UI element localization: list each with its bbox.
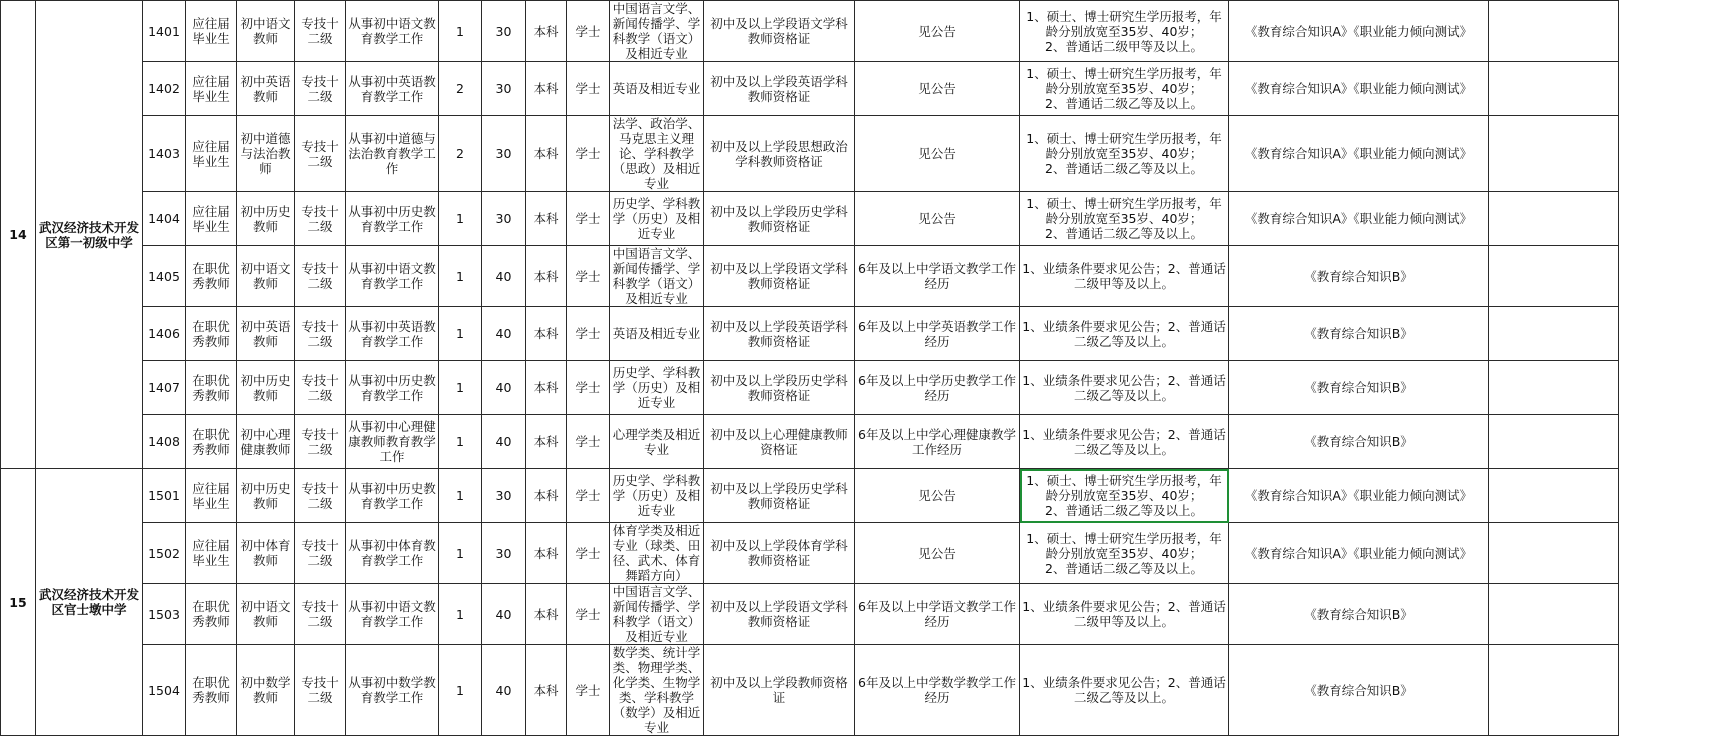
age-limit-cell[interactable]: 30 (482, 469, 526, 523)
table-body (1, 1, 1681, 736)
blank-cell[interactable] (1489, 645, 1619, 736)
sequence-cell[interactable]: 14 (1, 1, 36, 469)
table-row (1, 116, 1681, 192)
experience-cell[interactable]: 6年及以上中学语文教学工作经历 (855, 584, 1020, 645)
exam-subject-cell[interactable]: 《教育综合知识B》 (1229, 361, 1489, 415)
post-name-cell[interactable]: 初中语文教师 (237, 584, 295, 645)
blank-cell[interactable] (1489, 192, 1619, 246)
post-name-cell[interactable]: 初中历史教师 (237, 361, 295, 415)
education-cell[interactable]: 本科 (526, 584, 567, 645)
education-cell[interactable]: 本科 (526, 361, 567, 415)
experience-cell[interactable]: 见公告 (855, 116, 1020, 192)
blank-cell[interactable] (1489, 584, 1619, 645)
post-level-cell[interactable]: 专技十二级 (295, 523, 346, 584)
applicant-type-cell[interactable]: 应往届毕业生 (186, 192, 237, 246)
age-limit-cell[interactable]: 30 (482, 523, 526, 584)
blank-cell[interactable] (1489, 523, 1619, 584)
post-name-cell[interactable]: 初中历史教师 (237, 192, 295, 246)
major-cell[interactable]: 数学类、统计学类、物理学类、化学类、生物学类、学科教学（数学）及相近专业 (610, 645, 704, 736)
table-row (1, 523, 1681, 584)
applicant-type-cell[interactable]: 应往届毕业生 (186, 469, 237, 523)
certificate-cell[interactable]: 初中及以上学段历史学科教师资格证 (704, 469, 855, 523)
exam-subject-cell[interactable]: 《教育综合知识B》 (1229, 307, 1489, 361)
post-level-cell[interactable]: 专技十二级 (295, 307, 346, 361)
blank-cell[interactable] (1489, 415, 1619, 469)
degree-cell[interactable]: 学士 (567, 415, 610, 469)
degree-cell[interactable]: 学士 (567, 246, 610, 307)
headcount-cell[interactable]: 1 (439, 192, 482, 246)
experience-cell[interactable]: 见公告 (855, 523, 1020, 584)
post-level-cell[interactable]: 专技十二级 (295, 415, 346, 469)
experience-cell[interactable]: 见公告 (855, 192, 1020, 246)
age-limit-cell[interactable]: 40 (482, 361, 526, 415)
education-cell[interactable]: 本科 (526, 246, 567, 307)
age-limit-cell[interactable]: 40 (482, 415, 526, 469)
degree-cell[interactable]: 学士 (567, 645, 610, 736)
applicant-type-cell[interactable]: 在职优秀教师 (186, 361, 237, 415)
blank-cell[interactable] (1489, 116, 1619, 192)
education-cell[interactable]: 本科 (526, 415, 567, 469)
requirements-cell[interactable]: 1、业绩条件要求见公告；2、普通话二级乙等及以上。 (1020, 307, 1229, 361)
post-code-cell[interactable]: 1405 (143, 246, 186, 307)
degree-cell[interactable]: 学士 (567, 307, 610, 361)
requirements-cell[interactable]: 1、硕士、博士研究生学历报考，年龄分别放宽至35岁、40岁； 2、普通话二级乙等及以上。 (1020, 469, 1229, 523)
experience-cell[interactable]: 6年及以上中学数学教学工作经历 (855, 645, 1020, 736)
table-row (1, 361, 1681, 415)
major-cell[interactable]: 英语及相近专业 (610, 307, 704, 361)
degree-cell[interactable]: 学士 (567, 192, 610, 246)
experience-cell[interactable]: 见公告 (855, 62, 1020, 116)
education-cell[interactable]: 本科 (526, 307, 567, 361)
requirements-cell[interactable]: 1、业绩条件要求见公告；2、普通话二级甲等及以上。 (1020, 584, 1229, 645)
table-row (1, 62, 1681, 116)
exam-subject-cell[interactable]: 《教育综合知识B》 (1229, 246, 1489, 307)
duty-cell[interactable]: 从事初中英语教育教学工作 (346, 307, 439, 361)
exam-subject-cell[interactable]: 《教育综合知识B》 (1229, 415, 1489, 469)
major-cell[interactable]: 历史学、学科教学（历史）及相近专业 (610, 469, 704, 523)
education-cell[interactable]: 本科 (526, 192, 567, 246)
certificate-cell[interactable]: 初中及以上学段思想政治学科教师资格证 (704, 116, 855, 192)
table-row (1, 469, 1681, 523)
requirements-cell[interactable]: 1、硕士、博士研究生学历报考，年龄分别放宽至35岁、40岁； 2、普通话二级甲等及以上。 (1020, 1, 1229, 62)
blank-cell[interactable] (1489, 469, 1619, 523)
major-cell[interactable]: 历史学、学科教学（历史）及相近专业 (610, 361, 704, 415)
major-cell[interactable]: 体育学类及相近专业（球类、田径、武术、体育舞蹈方向） (610, 523, 704, 584)
post-name-cell[interactable]: 初中语文教师 (237, 1, 295, 62)
sequence-cell[interactable]: 15 (1, 469, 36, 736)
degree-cell[interactable]: 学士 (567, 469, 610, 523)
table-row (1, 415, 1681, 469)
post-code-cell[interactable]: 1501 (143, 469, 186, 523)
certificate-cell[interactable]: 初中及以上学段语文学科教师资格证 (704, 246, 855, 307)
headcount-cell[interactable]: 1 (439, 246, 482, 307)
age-limit-cell[interactable]: 40 (482, 307, 526, 361)
post-code-cell[interactable]: 1404 (143, 192, 186, 246)
certificate-cell[interactable]: 初中及以上学段英语学科教师资格证 (704, 62, 855, 116)
blank-cell[interactable] (1489, 361, 1619, 415)
post-level-cell[interactable]: 专技十二级 (295, 246, 346, 307)
post-name-cell[interactable]: 初中数学教师 (237, 645, 295, 736)
exam-subject-cell[interactable]: 《教育综合知识A》《职业能力倾向测试》 (1229, 116, 1489, 192)
major-cell[interactable]: 中国语言文学、新闻传播学、学科教学（语文）及相近专业 (610, 246, 704, 307)
education-cell[interactable]: 本科 (526, 62, 567, 116)
duty-cell[interactable]: 从事初中语文教育教学工作 (346, 584, 439, 645)
duty-cell[interactable]: 从事初中语文教育教学工作 (346, 246, 439, 307)
duty-cell[interactable]: 从事初中心理健康教师教育教学工作 (346, 415, 439, 469)
post-level-cell[interactable]: 专技十二级 (295, 116, 346, 192)
requirements-cell[interactable]: 1、业绩条件要求见公告；2、普通话二级乙等及以上。 (1020, 415, 1229, 469)
post-level-cell[interactable]: 专技十二级 (295, 62, 346, 116)
major-cell[interactable]: 英语及相近专业 (610, 62, 704, 116)
post-code-cell[interactable]: 1408 (143, 415, 186, 469)
headcount-cell[interactable]: 1 (439, 1, 482, 62)
certificate-cell[interactable]: 初中及以上学段语文学科教师资格证 (704, 1, 855, 62)
applicant-type-cell[interactable]: 应往届毕业生 (186, 1, 237, 62)
table-row (1, 645, 1681, 736)
blank-cell[interactable] (1489, 246, 1619, 307)
exam-subject-cell[interactable]: 《教育综合知识A》《职业能力倾向测试》 (1229, 62, 1489, 116)
applicant-type-cell[interactable]: 应往届毕业生 (186, 523, 237, 584)
table-row (1, 1, 1681, 62)
headcount-cell[interactable]: 1 (439, 361, 482, 415)
headcount-cell[interactable]: 1 (439, 469, 482, 523)
duty-cell[interactable]: 从事初中历史教育教学工作 (346, 192, 439, 246)
post-code-cell[interactable]: 1407 (143, 361, 186, 415)
requirements-cell[interactable]: 1、业绩条件要求见公告；2、普通话二级甲等及以上。 (1020, 246, 1229, 307)
education-cell[interactable]: 本科 (526, 645, 567, 736)
post-code-cell[interactable]: 1502 (143, 523, 186, 584)
employer-cell[interactable]: 武汉经济技术开发区第一初级中学 (36, 1, 143, 469)
post-name-cell[interactable]: 初中英语教师 (237, 307, 295, 361)
age-limit-cell[interactable]: 40 (482, 645, 526, 736)
blank-cell[interactable] (1489, 1, 1619, 62)
experience-cell[interactable]: 6年及以上中学英语教学工作经历 (855, 307, 1020, 361)
post-level-cell[interactable]: 专技十二级 (295, 361, 346, 415)
applicant-type-cell[interactable]: 在职优秀教师 (186, 645, 237, 736)
post-name-cell[interactable]: 初中体育教师 (237, 523, 295, 584)
certificate-cell[interactable]: 初中及以上学段教师资格证 (704, 645, 855, 736)
headcount-cell[interactable]: 2 (439, 62, 482, 116)
major-cell[interactable]: 法学、政治学、马克思主义理论、学科教学（思政）及相近专业 (610, 116, 704, 192)
post-code-cell[interactable]: 1503 (143, 584, 186, 645)
exam-subject-cell[interactable]: 《教育综合知识B》 (1229, 645, 1489, 736)
applicant-type-cell[interactable]: 应往届毕业生 (186, 62, 237, 116)
table-row (1, 584, 1681, 645)
post-code-cell[interactable]: 1402 (143, 62, 186, 116)
degree-cell[interactable]: 学士 (567, 523, 610, 584)
education-cell[interactable]: 本科 (526, 469, 567, 523)
post-code-cell[interactable]: 1504 (143, 645, 186, 736)
duty-cell[interactable]: 从事初中历史教育教学工作 (346, 469, 439, 523)
exam-subject-cell[interactable]: 《教育综合知识A》《职业能力倾向测试》 (1229, 192, 1489, 246)
post-name-cell[interactable]: 初中道德与法治教师 (237, 116, 295, 192)
exam-subject-cell[interactable]: 《教育综合知识A》《职业能力倾向测试》 (1229, 1, 1489, 62)
duty-cell[interactable]: 从事初中道德与法治教育教学工作 (346, 116, 439, 192)
major-cell[interactable]: 中国语言文学、新闻传播学、学科教学（语文）及相近专业 (610, 1, 704, 62)
education-cell[interactable]: 本科 (526, 523, 567, 584)
post-name-cell[interactable]: 初中语文教师 (237, 246, 295, 307)
applicant-type-cell[interactable]: 在职优秀教师 (186, 415, 237, 469)
requirements-cell[interactable]: 1、硕士、博士研究生学历报考，年龄分别放宽至35岁、40岁； 2、普通话二级乙等及以上。 (1020, 116, 1229, 192)
major-cell[interactable]: 中国语言文学、新闻传播学、学科教学（语文）及相近专业 (610, 584, 704, 645)
post-code-cell[interactable]: 1401 (143, 1, 186, 62)
education-cell[interactable]: 本科 (526, 116, 567, 192)
major-cell[interactable]: 心理学类及相近专业 (610, 415, 704, 469)
post-name-cell[interactable]: 初中英语教师 (237, 62, 295, 116)
post-level-cell[interactable]: 专技十二级 (295, 1, 346, 62)
table-row (1, 246, 1681, 307)
requirements-cell[interactable]: 1、硕士、博士研究生学历报考，年龄分别放宽至35岁、40岁； 2、普通话二级乙等及以上。 (1020, 523, 1229, 584)
applicant-type-cell[interactable]: 在职优秀教师 (186, 307, 237, 361)
experience-cell[interactable]: 见公告 (855, 1, 1020, 62)
experience-cell[interactable]: 6年及以上中学语文教学工作经历 (855, 246, 1020, 307)
exam-subject-cell[interactable]: 《教育综合知识A》《职业能力倾向测试》 (1229, 469, 1489, 523)
requirements-cell[interactable]: 1、硕士、博士研究生学历报考，年龄分别放宽至35岁、40岁； 2、普通话二级乙等及以上。 (1020, 192, 1229, 246)
certificate-cell[interactable]: 初中及以上学段语文学科教师资格证 (704, 584, 855, 645)
certificate-cell[interactable]: 初中及以上学段历史学科教师资格证 (704, 192, 855, 246)
duty-cell[interactable]: 从事初中语文教育教学工作 (346, 1, 439, 62)
major-cell[interactable]: 历史学、学科教学（历史）及相近专业 (610, 192, 704, 246)
duty-cell[interactable]: 从事初中历史教育教学工作 (346, 361, 439, 415)
degree-cell[interactable]: 学士 (567, 361, 610, 415)
age-limit-cell[interactable]: 30 (482, 1, 526, 62)
age-limit-cell[interactable]: 40 (482, 584, 526, 645)
post-code-cell[interactable]: 1403 (143, 116, 186, 192)
headcount-cell[interactable]: 1 (439, 584, 482, 645)
right-margin (1680, 0, 1722, 653)
post-level-cell[interactable]: 专技十二级 (295, 584, 346, 645)
applicant-type-cell[interactable]: 在职优秀教师 (186, 584, 237, 645)
duty-cell[interactable]: 从事初中数学教育教学工作 (346, 645, 439, 736)
certificate-cell[interactable]: 初中及以上学段体育学科教师资格证 (704, 523, 855, 584)
headcount-cell[interactable]: 2 (439, 116, 482, 192)
exam-subject-cell[interactable]: 《教育综合知识B》 (1229, 584, 1489, 645)
experience-cell[interactable]: 见公告 (855, 469, 1020, 523)
post-level-cell[interactable]: 专技十二级 (295, 192, 346, 246)
experience-cell[interactable]: 6年及以上中学历史教学工作经历 (855, 361, 1020, 415)
exam-subject-cell[interactable]: 《教育综合知识A》《职业能力倾向测试》 (1229, 523, 1489, 584)
post-name-cell[interactable]: 初中心理健康教师 (237, 415, 295, 469)
table-row (1, 192, 1681, 246)
age-limit-cell[interactable]: 40 (482, 246, 526, 307)
headcount-cell[interactable]: 1 (439, 307, 482, 361)
age-limit-cell[interactable]: 30 (482, 116, 526, 192)
applicant-type-cell[interactable]: 应往届毕业生 (186, 116, 237, 192)
requirements-cell[interactable]: 1、业绩条件要求见公告；2、普通话二级乙等及以上。 (1020, 361, 1229, 415)
age-limit-cell[interactable]: 30 (482, 192, 526, 246)
duty-cell[interactable]: 从事初中英语教育教学工作 (346, 62, 439, 116)
certificate-cell[interactable]: 初中及以上学段历史学科教师资格证 (704, 361, 855, 415)
degree-cell[interactable]: 学士 (567, 116, 610, 192)
degree-cell[interactable]: 学士 (567, 62, 610, 116)
age-limit-cell[interactable]: 30 (482, 62, 526, 116)
post-level-cell[interactable]: 专技十二级 (295, 469, 346, 523)
certificate-cell[interactable]: 初中及以上学段英语学科教师资格证 (704, 307, 855, 361)
headcount-cell[interactable]: 1 (439, 645, 482, 736)
certificate-cell[interactable]: 初中及以上心理健康教师资格证 (704, 415, 855, 469)
headcount-cell[interactable]: 1 (439, 415, 482, 469)
requirements-cell[interactable]: 1、硕士、博士研究生学历报考，年龄分别放宽至35岁、40岁； 2、普通话二级乙等及以上。 (1020, 62, 1229, 116)
post-name-cell[interactable]: 初中历史教师 (237, 469, 295, 523)
duty-cell[interactable]: 从事初中体育教育教学工作 (346, 523, 439, 584)
education-cell[interactable]: 本科 (526, 1, 567, 62)
employer-cell[interactable]: 武汉经济技术开发区官士墩中学 (36, 469, 143, 736)
degree-cell[interactable]: 学士 (567, 1, 610, 62)
requirements-cell[interactable]: 1、业绩条件要求见公告；2、普通话二级乙等及以上。 (1020, 645, 1229, 736)
table-row (1, 307, 1681, 361)
experience-cell[interactable]: 6年及以上中学心理健康教学工作经历 (855, 415, 1020, 469)
degree-cell[interactable]: 学士 (567, 584, 610, 645)
blank-cell[interactable] (1489, 62, 1619, 116)
post-level-cell[interactable]: 专技十二级 (295, 645, 346, 736)
post-code-cell[interactable]: 1406 (143, 307, 186, 361)
headcount-cell[interactable]: 1 (439, 523, 482, 584)
applicant-type-cell[interactable]: 在职优秀教师 (186, 246, 237, 307)
blank-cell[interactable] (1489, 307, 1619, 361)
